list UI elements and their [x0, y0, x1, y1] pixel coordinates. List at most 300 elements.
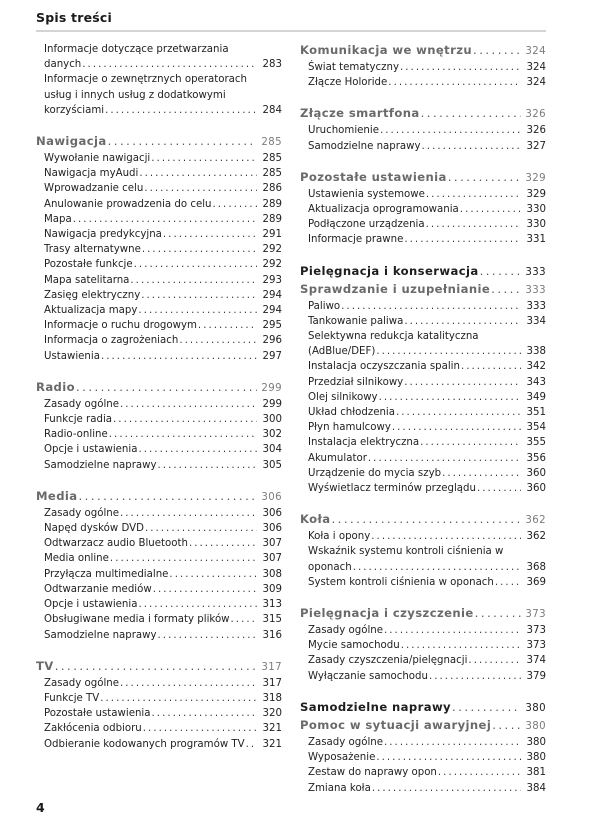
page-ref: 373: [526, 640, 546, 652]
toc-entry-title: Aktualizacja oprogramowania: [308, 204, 459, 216]
toc-entry-title: Zasady czyszczenia/pielęgnacji: [308, 655, 468, 667]
toc-entry[interactable]: [36, 706, 282, 721]
toc-section-tv[interactable]: TV . . . 317: [36, 658, 282, 676]
toc-section-pielegnacja-czyszczenie[interactable]: Pielęgnacja i czyszczenie . . . 373: [300, 605, 546, 623]
page-ref: 315: [262, 614, 282, 626]
toc-entry[interactable]: [36, 458, 282, 473]
toc-entry-title: Ustawienia systemowe: [308, 188, 425, 200]
leader-dots: [404, 232, 521, 247]
page-ref: 309: [262, 583, 282, 595]
page-ref: 334: [526, 315, 546, 327]
leader-dots: [55, 658, 257, 674]
leader-dots: [452, 699, 521, 715]
leader-dots: [438, 765, 521, 780]
toc-section-nawigacja[interactable]: Nawigacja . . . 285: [36, 133, 282, 151]
toc-entry-title: Instalacja elektryczna: [308, 437, 420, 449]
page-ref: 380: [526, 752, 546, 764]
toc-section-sprawdzanie[interactable]: Sprawdzanie i uzupełnianie . . . 333: [300, 281, 546, 299]
toc-entry-title: Wyłączanie samochodu: [308, 670, 428, 682]
page-ref: 306: [262, 523, 282, 535]
toc-chapter-pielegnacja-konserwacja[interactable]: Pielęgnacja i konserwacja . . . 333: [300, 263, 546, 281]
page-ref: 362: [525, 515, 546, 527]
toc-entry[interactable]: [300, 735, 546, 750]
toc-entry-title: System kontroli ciśnienia w oponach: [308, 576, 494, 588]
toc-section-pozostale-ustawienia[interactable]: Pozostałe ustawienia . . . 329: [300, 169, 546, 187]
toc-entry[interactable]: [36, 427, 282, 442]
leader-dots: [448, 169, 521, 185]
toc-entry-wrap-line: usług i innych usług z dodatkowymi: [44, 89, 226, 101]
page-ref: 297: [262, 350, 282, 362]
toc-entry[interactable]: [300, 653, 546, 668]
toc-entry[interactable]: [36, 721, 282, 736]
toc-entry-title: Anulowanie prowadzenia do celu: [44, 198, 212, 210]
page-ref: 289: [262, 213, 282, 225]
toc-entry-wrap-line: Informacje dotyczące przetwarzania: [44, 44, 229, 55]
toc-entry-title: Funkcje TV: [44, 692, 100, 704]
toc-entry-title: Nawigacja predykcyjna: [44, 229, 162, 241]
toc-entry-title: Akumulator: [308, 452, 367, 464]
toc-entry[interactable]: [36, 506, 282, 521]
leader-dots: [144, 181, 257, 196]
toc-entry-title: Pozostałe funkcje: [44, 259, 133, 271]
page-ref: 379: [526, 670, 546, 682]
page-ref: 285: [262, 153, 282, 165]
toc-entry[interactable]: [300, 232, 546, 247]
toc-entry[interactable]: [300, 451, 546, 466]
toc-entry-title: Złącze Holoride: [308, 77, 388, 89]
page-ref: 349: [526, 391, 546, 403]
toc-chapter-samodzielne-naprawy[interactable]: Samodzielne naprawy . . . 380: [300, 699, 546, 717]
leader-dots: [145, 521, 257, 536]
page-ref: 351: [526, 407, 546, 419]
page-ref: 307: [262, 553, 282, 565]
toc-entry[interactable]: [36, 197, 282, 212]
toc-entry[interactable]: [300, 202, 546, 217]
page-ref: 307: [262, 538, 282, 550]
page-ref: 338: [526, 346, 546, 358]
toc-entry[interactable]: [300, 466, 546, 481]
leader-dots: [372, 781, 521, 796]
leader-dots: [153, 582, 257, 597]
toc-entry-title: Odbieranie kodowanych programów TV: [44, 738, 245, 750]
leader-dots: [158, 458, 257, 473]
toc-entry[interactable]: [36, 737, 282, 752]
leader-dots: [82, 57, 257, 72]
toc-entry[interactable]: [36, 521, 282, 536]
toc-entry[interactable]: (AdBlue/DEF) . . . 338: [300, 344, 546, 359]
toc-entry-title: Samodzielne naprawy: [308, 140, 421, 152]
page-ref: 373: [526, 625, 546, 637]
toc-entry[interactable]: [36, 567, 282, 582]
toc-entry-title: Tankowanie paliwa: [308, 315, 404, 327]
toc-entry-title: Zasady ogólne: [44, 677, 119, 689]
leader-dots: [231, 612, 257, 627]
toc-entry[interactable]: [300, 781, 546, 796]
page-ref: 289: [262, 198, 282, 210]
page-ref: 360: [526, 467, 546, 479]
toc-entry-title: Świat tematyczny: [308, 62, 399, 73]
toc-entry[interactable]: [300, 187, 546, 202]
toc-entry-title: Olej silnikowy: [308, 391, 378, 403]
toc-entry-title: Napęd dysków DVD: [44, 523, 144, 535]
toc-entry[interactable]: danych . . . 283: [36, 57, 282, 72]
leader-dots: [142, 242, 257, 257]
toc-entry[interactable]: [300, 420, 546, 435]
leader-dots: [189, 536, 257, 551]
toc-entry[interactable]: [300, 60, 546, 75]
toc-entry-title: Zasady ogólne: [44, 398, 119, 410]
page-ref: 380: [525, 702, 546, 714]
leader-dots: [110, 551, 257, 566]
toc-entry-title: Wywołanie nawigacji: [44, 153, 151, 165]
page-ref: 304: [262, 444, 282, 456]
toc-entry-title: Pozostałe ustawienia: [44, 708, 151, 720]
leader-dots: [108, 133, 257, 149]
leader-dots: [169, 567, 257, 582]
leader-dots: [379, 390, 521, 405]
page-ref: 354: [526, 422, 546, 434]
page-ref: 316: [262, 629, 282, 641]
toc-entry-title: Zasady ogólne: [308, 625, 383, 637]
leader-dots: [246, 737, 257, 752]
page-ref: 329: [526, 188, 546, 200]
leader-dots: [400, 60, 521, 75]
page-ref: 374: [526, 655, 546, 667]
toc-entry[interactable]: [36, 551, 282, 566]
toc-right-column: [300, 42, 546, 796]
page-ref: 294: [262, 305, 282, 317]
leader-dots: [179, 333, 257, 348]
toc-entry[interactable]: [300, 139, 546, 154]
toc-entry[interactable]: [300, 217, 546, 232]
page-ref: 324: [525, 46, 546, 57]
toc-entry[interactable]: [36, 582, 282, 597]
page-ref: 320: [262, 708, 282, 720]
toc-entry-title: Mapa: [44, 213, 72, 225]
toc-entry[interactable]: [300, 765, 546, 780]
page-ref: 369: [526, 576, 546, 588]
toc-entry-title: Układ chłodzenia: [308, 407, 395, 419]
toc-entry-title: Ustawienia: [44, 350, 100, 362]
toc-entry-title: Urządzenie do mycia szyb: [308, 467, 442, 479]
page-ref: 294: [262, 289, 282, 301]
leader-dots: [491, 281, 521, 297]
leader-dots: [426, 187, 521, 202]
page-ref: 368: [526, 561, 546, 573]
toc-entry[interactable]: [300, 375, 546, 390]
page-ref: 331: [526, 234, 546, 246]
leader-dots: [130, 273, 257, 288]
toc-entry-title: Wyświetlacz terminów przeglądu: [308, 483, 476, 495]
toc-entry-title: Zasady ogólne: [44, 507, 119, 519]
leader-dots: [158, 628, 257, 643]
page-ref: 343: [526, 376, 546, 388]
toc-entry-title: Przedział silnikowy: [308, 376, 404, 388]
toc-entry-title: Media online: [44, 553, 109, 565]
page-ref: 356: [526, 452, 546, 464]
toc-entry-title: Funkcje radia: [44, 414, 113, 426]
toc-entry[interactable]: [300, 435, 546, 450]
leader-dots: [376, 750, 521, 765]
leader-dots: [134, 257, 257, 272]
toc-entry-wrap-line: Selektywna redukcja katalityczna: [308, 331, 479, 343]
page-ref: 313: [262, 599, 282, 611]
toc-entry-title: Samodzielne naprawy: [44, 459, 157, 471]
toc-left-column: [36, 42, 282, 752]
leader-dots: [76, 379, 257, 395]
page-title: Spis treści: [36, 10, 112, 25]
toc-entry[interactable]: [36, 612, 282, 627]
page-ref: 284: [262, 104, 282, 116]
page-ref: 296: [262, 335, 282, 347]
page-ref: 318: [262, 692, 282, 704]
toc-entry[interactable]: [300, 314, 546, 329]
page-ref: 286: [262, 183, 282, 195]
toc-entry[interactable]: [300, 623, 546, 638]
toc-entry[interactable]: [36, 151, 282, 166]
page-ref: 300: [262, 414, 282, 426]
leader-dots: [371, 529, 521, 544]
toc-entry[interactable]: [300, 390, 546, 405]
leader-dots: [396, 405, 521, 420]
toc-entry-title: Informacje o ruchu drogowym: [44, 320, 197, 332]
leader-dots: [109, 427, 257, 442]
toc-entry-title: Informacje prawne: [308, 234, 404, 246]
toc-entry[interactable]: korzyściami . . . 284: [36, 103, 282, 118]
page-ref: 333: [525, 284, 546, 296]
page-ref: 327: [526, 140, 546, 152]
leader-dots: [495, 575, 521, 590]
toc-entry-title: Paliwo: [308, 300, 341, 312]
toc-entry-title: Radio-online: [44, 429, 108, 441]
toc-entry-title: Aktualizacja mapy: [44, 305, 138, 317]
toc-entry-title: Samodzielne naprawy: [44, 629, 157, 641]
leader-dots: [138, 597, 257, 612]
page-ref: 380: [525, 720, 546, 732]
toc-entry[interactable]: [36, 397, 282, 412]
toc-entry[interactable]: [36, 212, 282, 227]
page-ref: 317: [262, 677, 282, 689]
page-ref: 330: [526, 219, 546, 231]
toc-entry[interactable]: [36, 412, 282, 427]
page-ref: 295: [262, 320, 282, 332]
leader-dots: [138, 442, 257, 457]
leader-dots: [401, 638, 521, 653]
toc-entry[interactable]: [300, 669, 546, 684]
page-ref: 306: [261, 491, 282, 503]
toc-entry-title: Uruchomienie: [308, 125, 379, 137]
page-ref: 326: [526, 125, 546, 137]
leader-dots: [151, 151, 257, 166]
leader-dots: [460, 202, 521, 217]
toc-entry[interactable]: [36, 597, 282, 612]
toc-entry-title: Opcje i ustawienia: [44, 599, 138, 611]
toc-entry[interactable]: [36, 628, 282, 643]
toc-entry[interactable]: [36, 303, 282, 318]
page-ref: 324: [526, 77, 546, 89]
page-ref: 333: [526, 300, 546, 312]
toc-entry[interactable]: [300, 481, 546, 496]
toc-entry-title: Przyłącza multimedialne: [44, 568, 169, 580]
leader-dots: [139, 166, 257, 181]
leader-dots: [105, 103, 257, 118]
page-ref: 326: [525, 109, 546, 121]
toc-entry-title: Instalacja oczyszczania spalin: [308, 361, 460, 373]
page-ref: 302: [262, 429, 282, 441]
toc-entry[interactable]: [300, 575, 546, 590]
toc-entry[interactable]: [300, 529, 546, 544]
toc-entry-title: Mycie samochodu: [308, 640, 400, 652]
page-ref: 380: [526, 736, 546, 748]
toc-entry-title: Obsługiwane media i formaty plików: [44, 614, 230, 626]
toc-entry[interactable]: [36, 166, 282, 181]
toc-entry-title: Mapa satelitarna: [44, 274, 130, 286]
page-ref: 285: [262, 168, 282, 180]
leader-dots: [101, 349, 257, 364]
toc-entry[interactable]: [36, 227, 282, 242]
toc-entry[interactable]: [300, 123, 546, 138]
leader-dots: [353, 560, 521, 575]
leader-dots: [198, 318, 257, 333]
toc-entry[interactable]: [36, 288, 282, 303]
toc-entry[interactable]: [36, 676, 282, 691]
page-ref: 292: [262, 244, 282, 256]
toc-entry-title: Trasy alternatywne: [44, 244, 141, 256]
leader-dots: [420, 435, 521, 450]
leader-dots: [492, 717, 521, 733]
page-number: 4: [36, 800, 45, 815]
leader-dots: [422, 139, 521, 154]
leader-dots: [73, 212, 257, 227]
page-ref: 324: [526, 62, 546, 73]
leader-dots: [138, 303, 257, 318]
page-ref: 330: [526, 204, 546, 216]
toc-section-kola[interactable]: Koła . . . 362: [300, 511, 546, 529]
leader-dots: [141, 288, 257, 303]
toc-entry[interactable]: oponach . . . 368: [300, 560, 546, 575]
toc-entry[interactable]: [36, 536, 282, 551]
toc-entry[interactable]: [36, 333, 282, 348]
leader-dots: [213, 197, 258, 212]
toc-entry[interactable]: [36, 442, 282, 457]
toc-entry-title: Koła i opony: [308, 531, 371, 543]
toc-section-pomoc[interactable]: Pomoc w sytuacji awaryjnej . . . 380: [300, 717, 546, 735]
header-divider: [36, 30, 546, 32]
page-ref: 355: [526, 437, 546, 449]
page-ref: 381: [526, 767, 546, 779]
toc-entry[interactable]: [300, 638, 546, 653]
page-ref: 299: [262, 398, 282, 410]
toc-entry-title: Zasięg elektryczny: [44, 289, 141, 301]
page-ref: 292: [262, 259, 282, 271]
leader-dots: [475, 605, 521, 621]
leader-dots: [368, 451, 521, 466]
toc-section-smartfon[interactable]: Złącze smartfona . . . 326: [300, 105, 546, 123]
toc-entry[interactable]: [36, 242, 282, 257]
toc-section-radio[interactable]: Radio . . . 299: [36, 379, 282, 397]
leader-dots: [392, 420, 521, 435]
toc-entry-title: Wprowadzanie celu: [44, 183, 144, 195]
leader-dots: [426, 217, 521, 232]
toc-entry[interactable]: [36, 181, 282, 196]
leader-dots: [429, 669, 521, 684]
leader-dots: [473, 42, 521, 58]
toc-section-media[interactable]: Media . . . 306: [36, 488, 282, 506]
toc-section-komunikacja[interactable]: Komunikacja we wnętrzu . . . 324: [300, 42, 546, 60]
toc-entry[interactable]: [300, 75, 546, 90]
leader-dots: [113, 412, 257, 427]
page-ref: 305: [262, 459, 282, 471]
toc-entry-title: Nawigacja myAudi: [44, 168, 139, 180]
page-ref: 299: [261, 382, 282, 394]
toc-entry[interactable]: [300, 405, 546, 420]
leader-dots: [388, 75, 521, 90]
leader-dots: [480, 263, 521, 279]
toc-entry[interactable]: [300, 359, 546, 374]
toc-entry[interactable]: [36, 273, 282, 288]
page-ref: 317: [261, 661, 282, 673]
leader-dots: [442, 466, 521, 481]
toc-entry-title: Opcje i ustawienia: [44, 444, 138, 456]
page-ref: 283: [262, 59, 282, 71]
leader-dots: [79, 488, 258, 504]
leader-dots: [143, 721, 257, 736]
page-ref: 291: [262, 229, 282, 241]
leader-dots: [120, 676, 257, 691]
toc-entry-title: Odtwarzacz audio Bluetooth: [44, 538, 188, 550]
leader-dots: [380, 123, 521, 138]
page-header: [36, 10, 546, 32]
toc-entry-title: Podłączone urządzenia: [308, 219, 425, 231]
toc-entry[interactable]: [36, 349, 282, 364]
page-ref: 342: [526, 361, 546, 373]
page-ref: 321: [262, 738, 282, 750]
toc-entry[interactable]: [300, 750, 546, 765]
page-ref: 308: [262, 568, 282, 580]
leader-dots: [384, 735, 521, 750]
toc-entry-title: Wyposażenie: [308, 752, 376, 764]
leader-dots: [461, 359, 521, 374]
leader-dots: [477, 481, 521, 496]
toc-entry[interactable]: [36, 691, 282, 706]
page-ref: 329: [525, 172, 546, 184]
toc-entry[interactable]: [36, 257, 282, 272]
toc-entry-title: Informacja o zagrożeniach: [44, 335, 179, 347]
toc-entry[interactable]: [36, 318, 282, 333]
leader-dots: [163, 227, 257, 242]
page-ref: 360: [526, 483, 546, 495]
leader-dots: [100, 691, 257, 706]
page-ref: 306: [262, 507, 282, 519]
toc-entry-wrap-line: Wskaźnik systemu kontroli ciśnienia w: [308, 546, 504, 558]
toc-entry-title: Płyn hamulcowy: [308, 422, 391, 434]
leader-dots: [120, 506, 257, 521]
toc-entry-title: Zmiana koła: [308, 782, 371, 794]
page-ref: 333: [525, 266, 546, 278]
leader-dots: [152, 706, 257, 721]
page-ref: 362: [526, 531, 546, 543]
toc-entry-title: Zestaw do naprawy opon: [308, 767, 437, 779]
leader-dots: [376, 344, 521, 359]
leader-dots: [421, 105, 521, 121]
toc-entry-title: Zakłócenia odbioru: [44, 723, 142, 735]
toc-entry[interactable]: [300, 299, 546, 314]
page-ref: 285: [261, 137, 282, 149]
leader-dots: [404, 314, 521, 329]
leader-dots: [341, 299, 521, 314]
leader-dots: [468, 653, 521, 668]
toc-entry-title: Zasady ogólne: [308, 736, 383, 748]
